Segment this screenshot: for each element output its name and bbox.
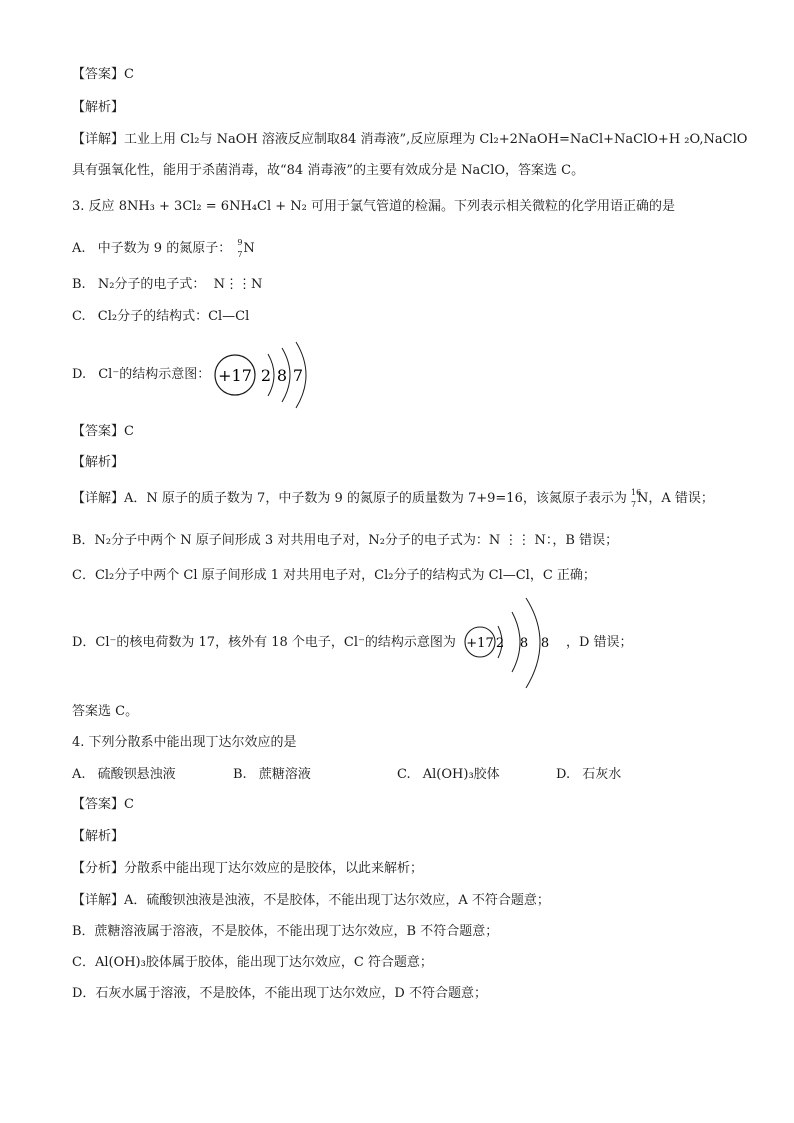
option-label: C. (397, 767, 411, 782)
option-text: N₂分子的电子式： (97, 277, 206, 292)
stem-suffix: 可用于氯气管道的检漏。下列表示相关微粒的化学用语正确的是 (310, 199, 675, 214)
q3-detail-d (72, 634, 456, 652)
q3-detail-c: C．Cl₂分子中两个 Cl 原子间形成 1 对共用电子对，Cl₂分子的结构式为 Cl—Cl，C 正确； (72, 568, 596, 583)
fenxi-tag: 【分析】 (72, 861, 125, 876)
q3-detail-d-end: ，D 错误； (566, 635, 633, 650)
electron-formula: N⋮⋮N (213, 277, 263, 292)
detail-end: ，A 错误； (648, 491, 714, 506)
nuclide-symbol (631, 488, 649, 509)
q4-detail-b: B．蔗糖溶液属于溶液，不是胶体，不能出现丁达尔效应，B 不符合题意； (72, 924, 499, 939)
q2-detail-line1 (72, 131, 747, 149)
q4-stem (72, 734, 297, 752)
detail-tag: 【详解】 (72, 132, 125, 147)
question-number: 3. (72, 199, 85, 214)
q3-option-d (72, 366, 210, 384)
element-symbol: N (637, 491, 649, 506)
option-label: C. (72, 309, 86, 324)
q2-detail-line2: 具有强氧化性，能用于杀菌消毒，故“84 消毒液”的主要有效成分是 NaClO，答案选 C。 (72, 163, 585, 178)
mass-number: 9 (237, 238, 243, 247)
chloride-ion-diagram-d (210, 340, 320, 410)
equation: 8NH₃ + 3Cl₂ = 6NH₄Cl + N₂ (118, 199, 307, 214)
shell-electrons-3: 8 (540, 636, 550, 651)
answer-tag: 【答案】 (72, 797, 125, 812)
option-text: Al(OH)₃胶体 (422, 767, 500, 782)
q3-detail-a (72, 490, 714, 508)
q3-option-c (72, 308, 249, 326)
option-text: Cl⁻的结构示意图： (98, 367, 211, 382)
q4-answer-line (72, 796, 134, 814)
detail-text: 工业上用 Cl₂与 NaOH 溶液反应制取84 消毒液”,反应原理为 Cl₂+2NaOH=NaCl+NaClO+H ₂O,NaClO (124, 132, 748, 147)
fenxi-text: 分散系中能出现丁达尔效应的是胶体，以此来解析； (124, 861, 424, 876)
nucleus-charge: +17 (218, 366, 252, 385)
q4-fenxi (72, 860, 423, 878)
stem-text: 下列分散系中能出现丁达尔效应的是 (88, 735, 297, 750)
nucleus-charge: +17 (466, 636, 494, 651)
shell-electrons-3: 7 (292, 366, 304, 385)
q4-analysis-tag: 【解析】 (72, 829, 125, 844)
answer-tag: 【答案】 (72, 424, 125, 439)
option-label: B. (72, 277, 86, 292)
mass-number: 16 (631, 488, 642, 497)
shell-electrons-1: 2 (495, 636, 505, 651)
detail-tag: 【详解】 (72, 893, 125, 908)
q4-option-b (233, 766, 311, 784)
detail-text: A．N 原子的质子数为 7，中子数为 9 的氮原子的质量数为 7+9=16，该氮原子表示为 (124, 491, 627, 506)
option-text: 蔗糖溶液 (258, 767, 311, 782)
option-label: D. (556, 767, 571, 782)
q3-stem (72, 198, 675, 216)
option-label: A. (72, 241, 86, 256)
option-label: B. (233, 767, 247, 782)
detail-text: A．硫酸钡浊液是浊液，不是胶体，不能出现丁达尔效应，A 不符合题意； (124, 893, 550, 908)
option-label: A. (72, 767, 86, 782)
shell-electrons-2: 8 (519, 636, 529, 651)
shell-electrons-2: 8 (276, 366, 288, 385)
q3-detail-b: B．N₂分子中两个 N 原子间形成 3 对共用电子对，N₂分子的电子式为：N ⋮⋮ N：，B 错误； (72, 533, 619, 548)
option-label: D. (72, 367, 87, 382)
option-text: 中子数为 9 的氮原子： (97, 241, 232, 256)
q3-option-b (72, 276, 262, 294)
q4-detail-a (72, 892, 550, 910)
answer-value: C (124, 797, 134, 812)
option-text: 石灰水 (582, 767, 622, 782)
q4-option-a (72, 766, 176, 784)
atomic-number: 7 (237, 250, 243, 259)
q4-detail-d: D．石灰水属于溶液，不是胶体，不能出现丁达尔效应，D 不符合题意； (72, 986, 487, 1001)
q3-analysis-tag: 【解析】 (72, 455, 125, 470)
answer-tag: 【答案】 (72, 67, 125, 82)
q2-answer-line (72, 66, 134, 84)
detail-tag: 【详解】 (72, 491, 125, 506)
element-symbol: N (243, 241, 255, 256)
shell-electrons-1: 2 (260, 366, 272, 385)
option-text: 硫酸钡悬浊液 (97, 767, 176, 782)
nuclide-symbol (237, 238, 255, 259)
q3-option-a (72, 240, 255, 258)
q3-conclusion: 答案选 C。 (72, 704, 139, 719)
option-text: Cl₂分子的结构式：Cl—Cl (97, 309, 250, 324)
q4-detail-c: C．Al(OH)₃胶体属于胶体，能出现丁达尔效应，C 符合题意； (72, 955, 433, 970)
atomic-number: 7 (631, 500, 637, 509)
q3-answer-line (72, 423, 134, 441)
shell-arc-2 (512, 612, 520, 672)
stem-prefix: 反应 (88, 199, 115, 214)
q4-option-d (556, 766, 621, 784)
detail-text: D．Cl⁻的核电荷数为 17，核外有 18 个电子，Cl⁻的结构示意图为 (72, 635, 456, 650)
answer-value: C (124, 424, 134, 439)
q2-analysis-tag: 【解析】 (72, 100, 125, 115)
q4-option-c (397, 766, 500, 784)
question-number: 4. (72, 735, 85, 750)
answer-value: C (124, 67, 134, 82)
chloride-ion-diagram-detail (462, 596, 566, 692)
